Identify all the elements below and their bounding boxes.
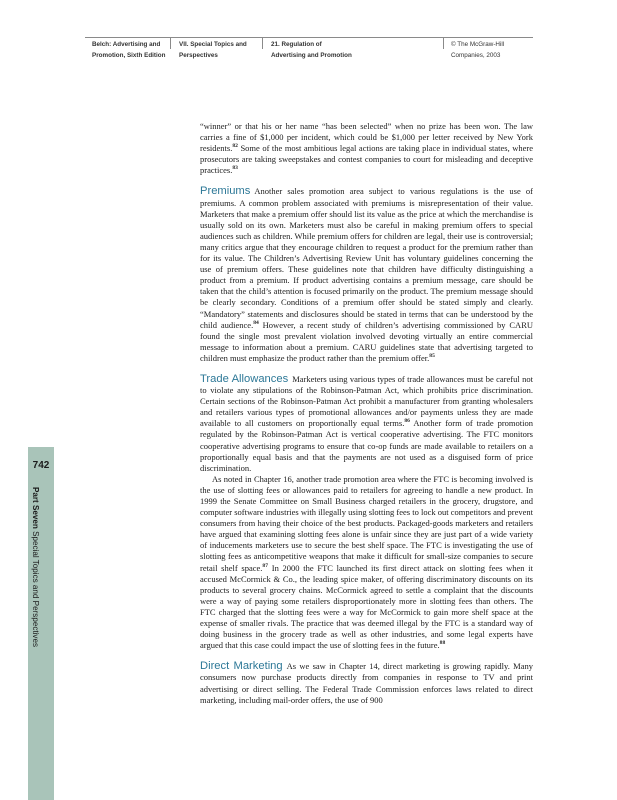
part-label bbox=[31, 487, 40, 647]
heading-trade-allowances: Trade Allowances bbox=[200, 372, 289, 385]
body-text bbox=[200, 121, 533, 706]
heading-direct-marketing: Direct Marketing bbox=[200, 660, 283, 673]
header-separator bbox=[262, 37, 263, 49]
paragraph-sweepstakes-continued: “winner” or that his or her name “has been selected” when no prize has been won. The law carries a fine of $1,000 per incident, which could be $1,000 per letter received by New York residents.$^{82}$ Some of the most ambitious legal actions are taking place in individual states, where prosecutors are taking sweepstakes and contest companies to court for misleading and deceptive practices.$^{83}$ bbox=[200, 121, 533, 176]
header-separator bbox=[443, 37, 444, 49]
header-copyright: © The McGraw-Hill Companies, 2003 bbox=[451, 41, 505, 59]
header-rule bbox=[85, 37, 533, 38]
footnote-ref: 87 bbox=[262, 562, 269, 569]
section-direct-marketing: Direct Marketing As we saw in Chapter 14, direct marketing is growing rapidly. Many consumers now purchase products directly from companies in response to TV and print advertising or direct selling. The Federal Trade Commission enforces laws related to direct marketing, including mail-order offers, the use of 900 bbox=[200, 660, 533, 705]
header-part-title: VII. Special Topics and Perspectives bbox=[179, 41, 247, 59]
header-chapter-title: 21. Regulation of Advertising and Promotion bbox=[271, 41, 352, 59]
footnote-ref: 86 bbox=[404, 418, 410, 425]
header-separator bbox=[170, 37, 171, 49]
section-trade-allowances: Trade Allowances Marketers using various types of trade allowances must be careful not to violate any stipulations of the Robinson-Patman Act, which prohibits price discrimination. Certain sections of the Robinson-Patman Act prohibit a manufacturer from granting wholesalers and retailers various types of promotional allowances and/or payments unless they are made available to all customers on proportionally equal terms.$^{86}$ Another form of trade promotion regulated by the Robinson-Patman Act is vertical cooperative advertising. The FTC monitors cooperative advertising programs to ensure that co-op funds are made available to retailers on a proportionally equal basis and that the payments are not used as a disguised form of price discrimination. bbox=[200, 372, 534, 473]
part-title: Special Topics and Perspectives bbox=[31, 531, 40, 648]
paragraph-slotting-fees: As noted in Chapter 16, another trade promotion area where the FTC is becoming involved is the use of slotting fees or allowances paid to retailers for agreeing to handle a new product. In 1999 the Senate Committee on Small Business charged retailers in the grocery, drugstore, and computer software industries with illegally using slotting fees to lock out competitors and prevent consumers from having their choice of the best products. Packaged-goods marketers and retailers have argued that examining slotting fees alone is unfair since they are just part of a wide variety of inducements marketers use to secure the best shelf space. The FTC is investigating the use of slotting fees as anticompetitive weapons that make it difficult for small-size companies to secure retail shelf space.$^{87}$ In 2000 the FTC launched its first direct attack on slotting fees when it accused McCormick & Co., the leading spice maker, of offering discriminatory discounts on its products to several grocery chains. McCormick agreed to settle a complaint that the discounts were a way of paying some retailers disproportionately more in slotting fees than others. The FTC charged that the slotting fees were a way for McCormick to gain more shelf space at the expense of smaller rivals. The practice that was deemed illegal by the FTC is a standard way of doing business in the grocery trade as well as other industries, and some legal experts have argued that this case could impact the use of slotting fees in the future.$^{88}$ bbox=[200, 473, 533, 651]
heading-premiums: Premiums bbox=[200, 185, 251, 198]
part-number: Part Seven bbox=[31, 487, 40, 529]
header-book-title: Belch: Advertising and Promotion, Sixth Edition bbox=[92, 41, 166, 59]
footnote-ref: 82 bbox=[232, 143, 238, 150]
footnote-ref: 88 bbox=[439, 640, 446, 647]
page-number: 742 bbox=[32, 460, 50, 471]
footnote-ref: 83 bbox=[232, 165, 238, 172]
footnote-ref: 85 bbox=[429, 353, 435, 360]
footnote-ref: 84 bbox=[253, 319, 259, 326]
section-premiums: Premiums Another sales promotion area subject to various regulations is the use of premiums. A common problem associated with premiums is misrepresentation of their value. Marketers that make a premium offer should list its value as the price at which the merchandise is usually sold on its own. Marketers must also be careful in making premium offers to special audiences such as children. While premium offers for children are legal, their use is controversial; many critics argue that they encourage children to request a product for the premium rather than for its value. The Children’s Advertising Review Unit has voluntary guidelines concerning the use of premium offers. These guidelines note that children have difficulty distinguishing a product from a premium. If product advertising contains a premium message, care should be taken that the child’s attention is focused primarily on the product. The premium message should be clearly secondary. Conditions of a premium offer should be stated simply and clearly. “Mandatory” statements and disclosures should be stated in terms that can be understood by the child audience.$^{84}$ However, a recent study of children’s advertising commissioned by CARU found the single most prevalent violation involved devoting virtually an entire commercial message to information about a premium. CARU guidelines state that advertising targeted to children must emphasize the product rather than the premium offer.$^{85}$ bbox=[200, 185, 533, 363]
